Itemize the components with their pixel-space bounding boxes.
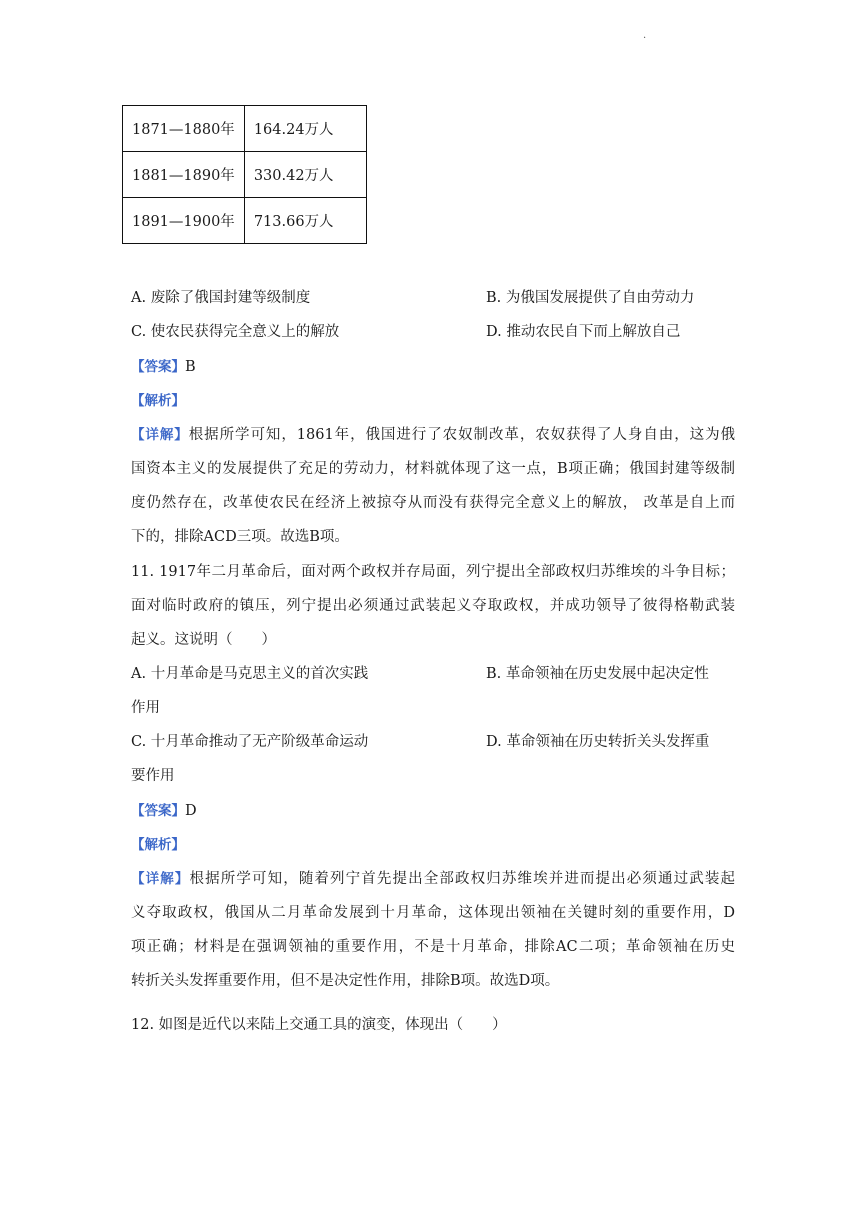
q11-detail-line — [131, 867, 735, 888]
answer-value: B — [185, 359, 196, 375]
q11-stem-line: 起义。这说明（ ） — [131, 632, 276, 648]
answer-tag: 【答案】 — [131, 803, 185, 819]
q11-option-b-cont: 作用 — [131, 700, 160, 716]
q10-analysis-tag — [131, 389, 185, 409]
detail-text: 根据所学可知，随着列宁首先提出全部政权归苏维埃并进而提出必须通过武装起 — [189, 871, 736, 887]
value-cell: 330.42万人 — [244, 152, 366, 198]
q11-analysis-tag — [131, 833, 185, 853]
analysis-tag: 【解析】 — [131, 393, 185, 409]
answer-tag: 【答案】 — [131, 359, 185, 375]
table-row — [123, 106, 367, 152]
header-mark: . — [643, 30, 647, 41]
q11-option-c: C. 十月革命推动了无产阶级革命运动 — [131, 734, 369, 750]
q11-detail-line: 义夺取政权，俄国从二月革命发展到十月革命，这体现出领袖在关键时刻的重要作用，D — [131, 905, 735, 921]
q11-answer — [131, 799, 197, 819]
q11-stem-line: 面对临时政府的镇压，列宁提出必须通过武装起义夺取政权，并成功领导了彼得格勒武装 — [131, 598, 735, 614]
answer-value: D — [185, 803, 197, 819]
q10-option-d: D. 推动农民自下而上解放自己 — [486, 324, 681, 340]
q11-option-a: A. 十月革命是马克思主义的首次实践 — [131, 666, 369, 682]
period-cell: 1891—1900年 — [123, 198, 245, 244]
q10-detail-line: 下的，排除ACD三项。故选B项。 — [131, 529, 349, 545]
q12-stem: 12. 如图是近代以来陆上交通工具的演变，体现出（ ） — [131, 1017, 507, 1033]
q11-detail-line: 转折关头发挥重要作用，但不是决定性作用，排除B项。故选D项。 — [131, 973, 560, 989]
q10-option-c: C. 使农民获得完全意义上的解放 — [131, 324, 340, 340]
value-cell: 713.66万人 — [244, 198, 366, 244]
q10-option-b: B. 为俄国发展提供了自由劳动力 — [486, 290, 695, 306]
table-row — [123, 152, 367, 198]
emigration-table — [122, 105, 367, 244]
q10-detail-line: 国资本主义的发展提供了充足的劳动力，材料就体现了这一点，B项正确；俄国封建等级制 — [131, 461, 735, 477]
q11-option-d-cont: 要作用 — [131, 768, 175, 784]
q11-option-b: B. 革命领袖在历史发展中起决定性 — [486, 666, 709, 682]
detail-text: 根据所学可知，1861年，俄国进行了农奴制改革，农奴获得了人身自由，这为俄 — [188, 427, 736, 443]
q10-answer — [131, 355, 196, 375]
q10-option-a: A. 废除了俄国封建等级制度 — [131, 290, 311, 306]
analysis-tag: 【解析】 — [131, 837, 185, 853]
period-cell: 1871—1880年 — [123, 106, 245, 152]
q10-detail-line — [131, 423, 735, 444]
q10-detail-line: 度仍然存在，改革使农民在经济上被掠夺从而没有获得完全意义上的解放， 改革是自上而 — [131, 495, 735, 511]
detail-tag: 【详解】 — [131, 871, 190, 887]
q11-stem-line: 11. 1917年二月革命后，面对两个政权并存局面，列宁提出全部政权归苏维埃的斗争目标； — [131, 564, 735, 580]
q11-option-d: D. 革命领袖在历史转折关头发挥重 — [486, 734, 710, 750]
table-row — [123, 198, 367, 244]
period-cell: 1881—1890年 — [123, 152, 245, 198]
value-cell: 164.24万人 — [244, 106, 366, 152]
q11-detail-line: 项正确；材料是在强调领袖的重要作用，不是十月革命，排除AC二项；革命领袖在历史 — [131, 939, 735, 955]
detail-tag: 【详解】 — [131, 427, 189, 443]
